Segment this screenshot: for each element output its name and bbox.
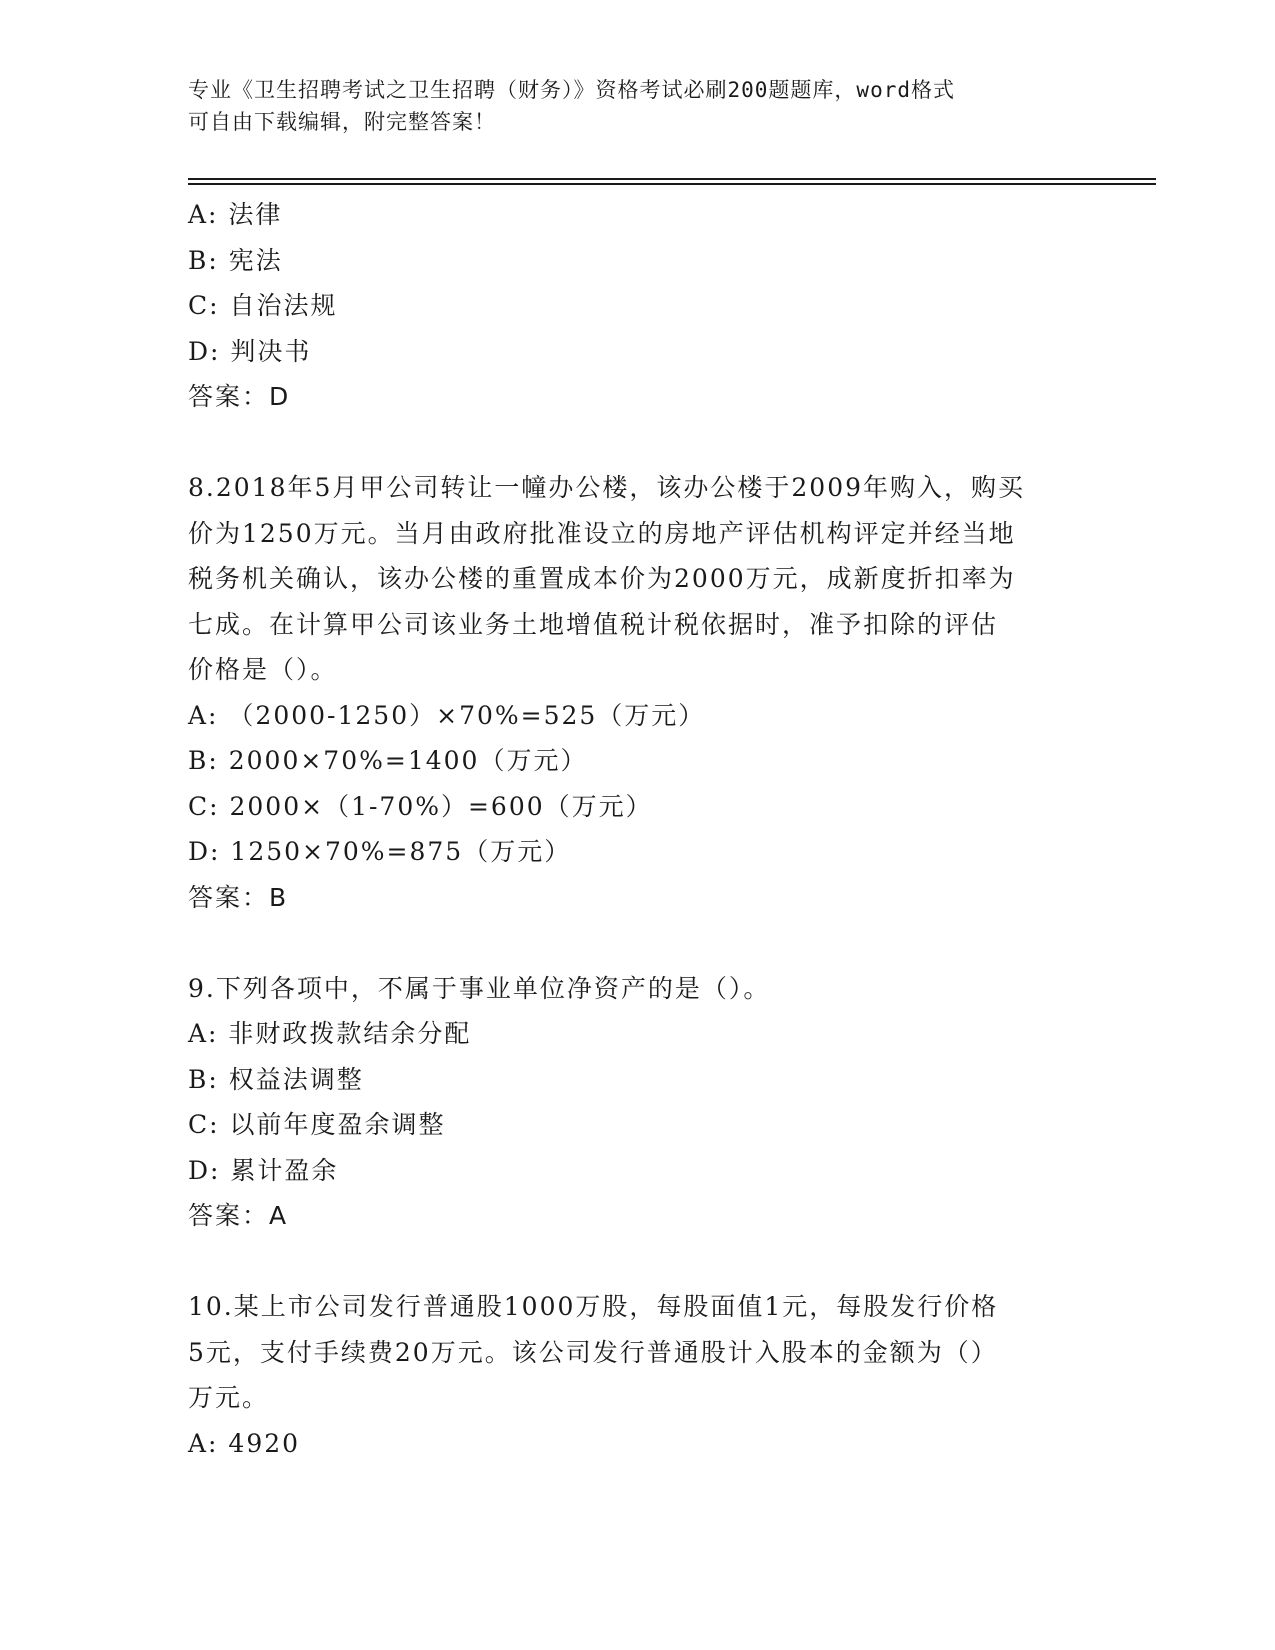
question-stem-line: 8.2018年5月甲公司转让一幢办公楼，该办公楼于2009年购入，购买 [188, 473, 1026, 502]
question-stem-line: 9.下列各项中，不属于事业单位净资产的是（）。 [188, 973, 771, 1003]
question-stem-line: 价为1250万元。当月由政府批准设立的房地产评估机构评定并经当地 [188, 518, 1016, 548]
question-stem-line: 5元，支付手续费20万元。该公司发行普通股计入股本的金额为（） [188, 1337, 998, 1367]
header-line-2: 可自由下载编辑，附完整答案！ [188, 110, 496, 134]
option-d: D: 累计盈余 [188, 1155, 339, 1185]
spacer [188, 920, 1088, 966]
question-stem-line: 万元。 [188, 1383, 270, 1412]
answer: 答案：D [188, 382, 291, 411]
header-line-1: 专业《卫生招聘考试之卫生招聘（财务）》资格考试必刷200题题库，word格式 [188, 78, 955, 102]
option-c: C: 以前年度盈余调整 [188, 1110, 446, 1139]
question-9 [188, 966, 1088, 1239]
question-stem-line: 10.某上市公司发行普通股1000万股，每股面值1元，每股发行价格 [188, 1292, 999, 1321]
option-c: C: 2000×（1-70%）=600（万元） [188, 791, 653, 821]
document-header [188, 74, 1088, 138]
question-7 [188, 192, 1088, 420]
question-10 [188, 1284, 1088, 1466]
option-d: D: 判决书 [188, 336, 312, 366]
question-list [188, 192, 1088, 1466]
question-stem-line: 价格是（）。 [188, 655, 338, 684]
question-stem-line: 七成。在计算甲公司该业务土地增值税计税依据时，准予扣除的评估 [188, 609, 999, 639]
answer: 答案：A [188, 1201, 289, 1230]
option-b: B: 宪法 [188, 245, 283, 275]
option-a: A: 非财政拨款结余分配 [188, 1019, 472, 1048]
option-b: B: 权益法调整 [188, 1064, 364, 1094]
option-c: C: 自治法规 [188, 291, 338, 320]
option-a: A: （2000-1250）×70%=525（万元） [188, 700, 706, 730]
option-b: B: 2000×70%=1400（万元） [188, 746, 588, 775]
header-rule-bottom [188, 183, 1156, 185]
answer: 答案：B [188, 882, 289, 912]
question-stem-line: 税务机关确认，该办公楼的重置成本价为2000万元，成新度折扣率为 [188, 564, 1016, 593]
spacer [188, 420, 1088, 466]
question-8 [188, 465, 1088, 920]
header-rule-top [188, 178, 1156, 180]
option-d: D: 1250×70%=875（万元） [188, 837, 572, 866]
spacer [188, 1239, 1088, 1285]
option-a: A: 法律 [188, 200, 283, 229]
option-a: A: 4920 [188, 1428, 301, 1458]
